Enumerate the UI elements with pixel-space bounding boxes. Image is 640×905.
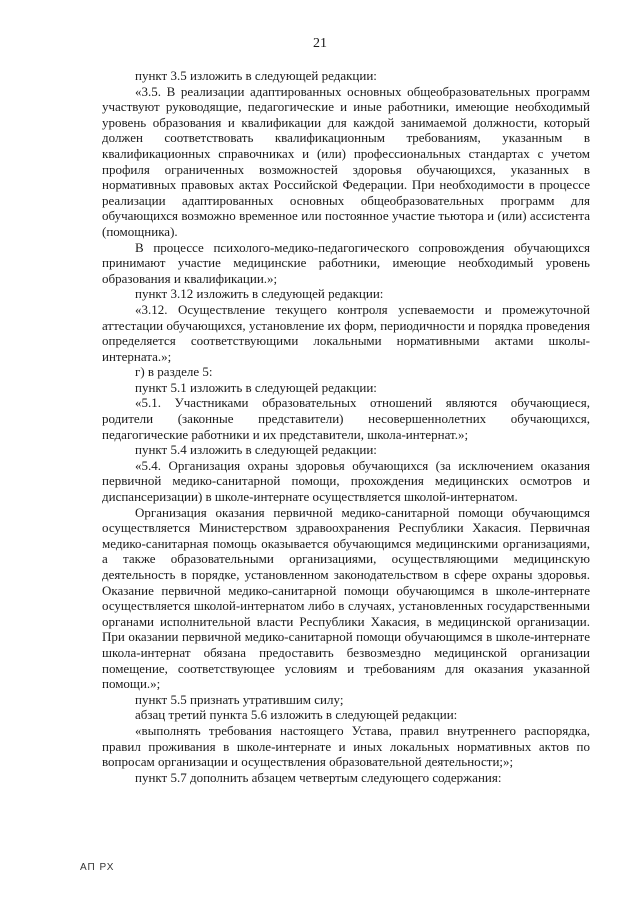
paragraph-15: пункт 5.7 дополнить абзацем четвертым следующего содержания: <box>135 769 502 785</box>
document-body <box>102 68 590 785</box>
paragraph-11: Организация оказания первичной медико-санитарной помощи обучающимся осуществляется Министерством здравоохранения Республики Хакасия. Первичная медико-санитарная помощь оказывается обучающимся медицинскими организациями, а также образовательными организациями, осуществляющими медицинскую деятельность в порядке, установленном законодательством в сфере охраны здоровья. Оказание первичной медико-санитарной помощи обучающимся в школе-интернате осуществляется школой-интернатом либо в случаях, установленных государственными органами исполнительной власти Республики Хакасия, в медицинской организации. При оказании первичной медико-санитарной помощи обучающимся в школе-интернате школа-интернат обязана предоставить безвозмездно медицинской организации помещение, соответствующее условиям и требованиям для оказания указанной помощи.»; <box>102 504 590 692</box>
paragraph-14: «выполнять требования настоящего Устава, правил внутреннего распорядка, правил проживания в школе-интернате и иных локальных нормативных актов по вопросам организации и осуществления образовательной деятельности;»; <box>102 722 590 770</box>
paragraph-2: «3.5. В реализации адаптированных основных общеобразовательных программ участвуют руководящие, педагогические и иные работники, имеющие необходимый уровень образования и квалификации для каждой занимаемой должности, который должен соответствовать квалификационным требованиям, указанным в квалификационных справочниках и (или) профессиональных стандартах с учетом профиля ограниченных возможностей здоровья обучающихся, указанных в нормативных правовых актах Российской Федерации. При необходимости в процессе реализации адаптированных основных общеобразовательных программ для обучающихся возможно временное или постоянное участие тьютора и (или) ассистента (помощника). <box>102 83 590 239</box>
paragraph-9: пункт 5.4 изложить в следующей редакции: <box>135 442 377 458</box>
paragraph-5: «3.12. Осуществление текущего контроля успеваемости и промежуточной аттестации обучающихся, установление их форм, периодичности и порядка проведения определяется соответствующими локальными нормативными актами школы-интерната.»; <box>102 301 590 364</box>
paragraph-12: пункт 5.5 признать утратившим силу; <box>135 691 344 707</box>
paragraph-4: пункт 3.12 изложить в следующей редакции: <box>135 286 384 302</box>
paragraph-13: абзац третий пункта 5.6 изложить в следующей редакции: <box>135 707 458 723</box>
paragraph-3: В процессе психолого-медико-педагогического сопровождения обучающихся принимают участие медицинские работники, имеющие необходимый уровень образования и квалификации.»; <box>102 239 590 286</box>
footer-mark: АП РХ <box>80 862 115 873</box>
paragraph-8: «5.1. Участниками образовательных отношений являются обучающиеся, родители (законные представители) несовершеннолетних обучающихся, педагогические работники и их представители, школа-интернат.»; <box>102 395 590 442</box>
paragraph-6: г) в разделе 5: <box>135 364 213 380</box>
paragraph-10: «5.4. Организация охраны здоровья обучающихся (за исключением оказания первичной медико-санитарной помощи, прохождения медицинских осмотров и диспансеризации) в школе-интернате осуществляется школой-интернатом. <box>102 457 590 505</box>
page-number: 21 <box>313 36 327 51</box>
paragraph-7: пункт 5.1 изложить в следующей редакции: <box>135 379 377 395</box>
paragraph-1: пункт 3.5 изложить в следующей редакции: <box>135 68 377 83</box>
